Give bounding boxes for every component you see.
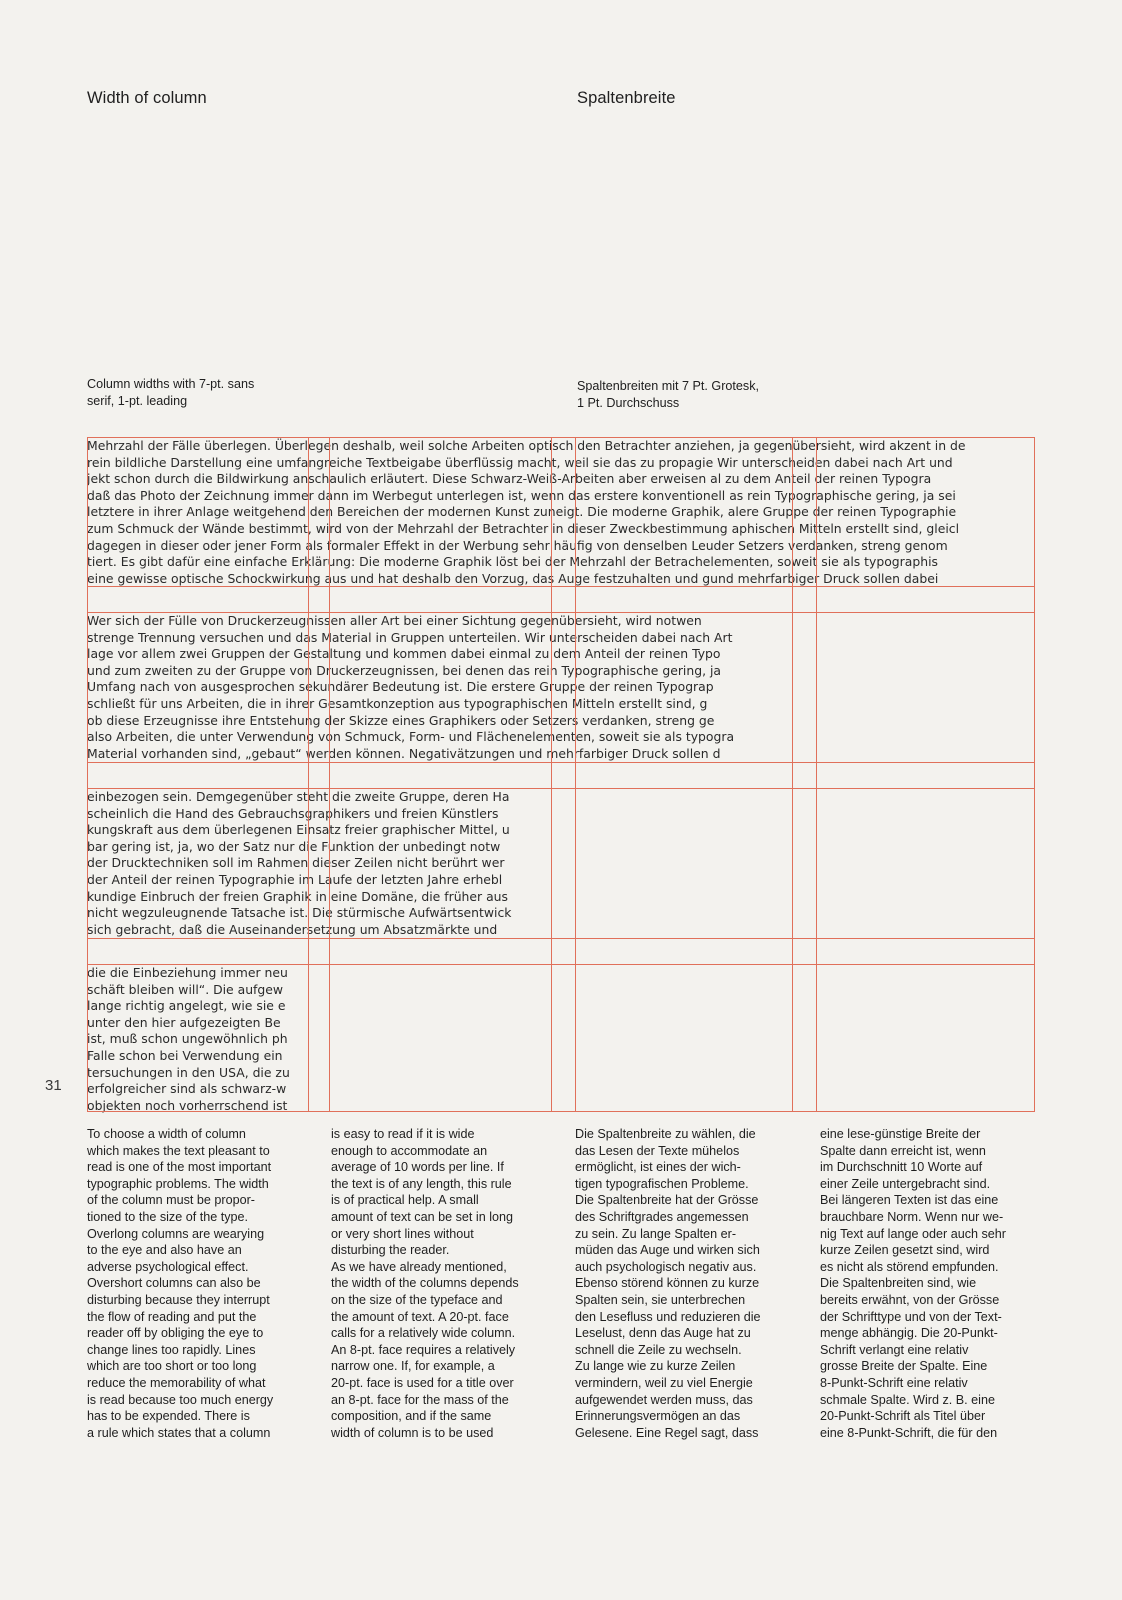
sample-line: die die Einbeziehung immer neu [87,965,288,980]
body-line: Spalte dann erreicht ist, wenn [820,1143,986,1158]
body-line: enough to accommodate an [331,1143,488,1158]
body-line: bereits erwähnt, von der Grösse [820,1292,1000,1307]
body-line: kurze Zeilen gesetzt sind, wird [820,1243,990,1258]
page-title-german: Spaltenbreite [577,89,676,107]
sample-line: erfolgreicher sind als schwarz-w [87,1081,287,1097]
body-column-english-2 [331,1126,519,1441]
body-line: nig Text auf lange oder auch sehr [820,1226,1007,1241]
body-line: menge abhängig. Die 20-Punkt- [820,1326,998,1341]
body-line: the amount of text. A 20-pt. face [331,1309,509,1324]
sample-line: schäft bleiben will“. Die aufgew [87,981,284,997]
body-line: tigen typografischen Probleme. [575,1176,749,1191]
body-line: typographic problems. The width [87,1176,269,1191]
sample-line: also Arbeiten, die unter Verwendung von Schmuck, Form- und Flächenelementen, soweit sie als typogra [87,729,735,745]
body-line: tioned to the size of the type. [87,1209,249,1224]
body-line: is easy to read if it is wide [331,1127,475,1141]
sample-line: strenge Trennung versuchen und das Material in Gruppen unterteilen. Wir unterscheiden dabei nach Art [87,629,733,645]
sample-line: letztere in ihrer Anlage weitgehend den Bereichen der modernen Kunst zuneigt. Die moderne Graphik, alere Gruppe der reinen Typographie [87,504,957,520]
body-column-english-1 [87,1126,273,1441]
body-column-german-1 [575,1126,761,1441]
body-line: the width of the columns depends [331,1276,519,1291]
sample-block-medium [87,789,554,939]
body-line: Ebenso störend können zu kurze [575,1276,760,1291]
body-line: eine lese-günstige Breite der [820,1127,981,1141]
sample-line: Material vorhanden sind, „gebaut“ werden können. Negativätzungen und mehrfarbiger Druck sollen d [87,745,721,761]
body-line: es nicht als störend empfunden. [820,1259,999,1274]
body-line: Die Spaltenbreite hat der Grösse [575,1193,759,1208]
sample-line: unter den hier aufgezeigten Be [87,1014,281,1030]
body-line: Erinnerungsvermögen an das [575,1409,741,1424]
body-line: vermindern, weil zu viel Energie [575,1375,753,1390]
sample-line: der Drucktechniken soll im Rahmen dieser Zeilen nicht berührt wer [87,855,505,871]
body-line: the flow of reading and put the [87,1309,257,1324]
body-line: müden das Auge und wirken sich [575,1243,760,1258]
body-line: der Schrifttype und von der Text- [820,1309,1002,1324]
body-line: read is one of the most important [87,1160,272,1175]
body-line: im Durchschnitt 10 Worte auf [820,1160,983,1175]
body-line: des Schriftgrades angemessen [575,1209,749,1224]
sample-line: nicht wegzuleugnende Tatsache ist. Die stürmische Aufwärtsentwick [87,905,512,921]
sample-block-narrow [87,965,307,1115]
body-line: schmale Spalte. Wird z. B. eine [820,1392,995,1407]
body-line: calls for a relatively wide column. [331,1326,516,1341]
body-line: amount of text can be set in long [331,1209,514,1224]
sample-line: Wer sich der Fülle von Druckerzeugnissen aller Art bei einer Sichtung gegenübersieht, wird notwen [87,613,702,628]
body-line: disturbing the reader. [331,1243,450,1258]
body-line: Die Spaltenbreiten sind, wie [820,1276,977,1291]
body-line: eine 8-Punkt-Schrift, die für den [820,1425,998,1440]
body-line: to the eye and also have an [87,1243,242,1258]
sample-line: Falle schon bei Verwendung ein [87,1047,283,1063]
body-line: narrow one. If, for example, a [331,1359,495,1374]
body-line: As we have already mentioned, [331,1259,507,1274]
caption-german: Spaltenbreiten mit 7 Pt. Grotesk, 1 Pt. Durchschuss [577,379,759,410]
body-line: An 8-pt. face requires a relatively [331,1342,516,1357]
sample-line: rein bildliche Darstellung eine umfangreiche Textbeigabe überflüssig macht, weil sie das zu propagie Wir unterscheiden dabei nach Art und [87,454,953,470]
body-line: an 8-pt. face for the mass of the [331,1392,509,1407]
body-line: a rule which states that a column [87,1425,271,1440]
sample-line: kundige Einbruch der freien Graphik in eine Domäne, die früher aus [87,888,508,904]
sample-block-wide [87,613,792,763]
body-line: Overlong columns are wearying [87,1226,265,1241]
sample-line: eine gewisse optische Schockwirkung aus und hat deshalb den Vorzug, das Auge festzuhalten und gund mehrfarbiger Druck sollen dabei [87,570,939,586]
body-line: 20-Punkt-Schrift als Titel über [820,1409,986,1424]
sample-line: dagegen in dieser oder jener Form als formaler Effekt in der Werbung sehr häufig von denselben Leuder Setzers verdanken, streng genom [87,537,948,553]
body-line: which makes the text pleasant to [87,1143,270,1158]
body-line: den Lesefluss und reduzieren die [575,1309,761,1324]
body-line: of the column must be propor- [87,1193,255,1208]
caption-english: Column widths with 7-pt. sans serif, 1-pt. leading [87,377,255,408]
body-line: Die Spaltenbreite zu wählen, die [575,1127,756,1141]
body-line: brauchbare Norm. Wenn nur we- [820,1209,1004,1224]
body-line: disturbing because they interrupt [87,1292,270,1307]
body-line: aufgewendet werden muss, das [575,1392,753,1407]
sample-line: Umfang nach von ausgesprochen sekundärer Bedeutung ist. Die erstere Gruppe der reinen Typograp [87,679,714,695]
body-line: reduce the memorability of what [87,1375,266,1390]
page-number: 31 [45,1077,62,1094]
sample-line: tiert. Es gibt dafür eine einfache Erklärung: Die moderne Graphik löst bei der Mehrzahl der Betrachelementen, soweit sie als typographis [87,554,938,570]
body-line: grosse Breite der Spalte. Eine [820,1359,988,1374]
sample-line: zum Schmuck der Wände bestimmt, wird von der Mehrzahl der Betrachter in dieser Zweckbestimmung aphischen Mitteln erstellt sind, gleicl [87,520,960,536]
sample-line: und zum zweiten zu der Gruppe von Druckerzeugnissen, bei denen das rein Typographische gering, ja [87,662,721,678]
body-line: or very short lines without [331,1226,474,1241]
sample-line: lange richtig angelegt, wie sie e [87,998,286,1014]
body-line: zu sein. Zu lange Spalten er- [575,1226,737,1241]
body-line: the text is of any length, this rule [331,1176,512,1191]
sample-block-widest [87,438,1037,588]
body-line: Zu lange wie zu kurze Zeilen [575,1359,736,1374]
body-line: schnell die Zeile zu wechseln. [575,1342,742,1357]
body-line: Gelesene. Eine Regel sagt, dass [575,1425,759,1440]
body-line: Leselust, denn das Auge hat zu [575,1326,751,1341]
page-title-english: Width of column [87,89,207,107]
body-line: auch psychologisch negativ aus. [575,1259,757,1274]
sample-line: tersuchungen in den USA, die zu [87,1064,290,1080]
body-line: Bei längeren Texten ist das eine [820,1193,999,1208]
body-line: das Lesen der Texte mühelos [575,1143,740,1158]
sample-line: lage vor allem zwei Gruppen der Gestaltung und kommen dabei einmal zu dem Anteil der reinen Typo [87,646,721,662]
body-line: 20-pt. face is used for a title over [331,1375,514,1390]
body-line: width of column is to be used [331,1425,494,1440]
sample-line: schließt für uns Arbeiten, die in ihrer Gesamtkonzeption aus typographischen Mitteln erstellt sind, g [87,695,708,711]
sample-line: einbezogen sein. Demgegenüber steht die zweite Gruppe, deren Ha [87,789,510,804]
body-line: is read because too much energy [87,1392,274,1407]
sample-line: Mehrzahl der Fälle überlegen. Überlegen deshalb, weil solche Arbeiten optisch den Betrachter anziehen, ja gegenübersieht, wird akzent in de [87,438,966,453]
body-line: Overshort columns can also be [87,1276,261,1291]
sample-line: der Anteil der reinen Typographie im Laufe der letzten Jahre erhebl [87,871,503,887]
body-line: Spalten sein, sie unterbrechen [575,1292,746,1307]
body-line: reader off by obliging the eye to [87,1326,264,1341]
body-line: composition, and if the same [331,1409,492,1424]
body-line: einer Zeile untergebracht sind. [820,1176,991,1191]
sample-line: ist, muß schon ungewöhnlich ph [87,1031,288,1047]
body-line: adverse psychological effect. [87,1259,249,1274]
body-line: on the size of the typeface and [331,1292,503,1307]
sample-line: objekten noch vorherrschend ist [87,1097,288,1113]
body-line: ermöglicht, ist eines der wich- [575,1160,741,1175]
body-column-german-2 [820,1126,1006,1441]
body-line: is of practical help. A small [331,1193,479,1208]
body-line: 8-Punkt-Schrift eine relativ [820,1375,968,1390]
sample-line: ob diese Erzeugnisse ihre Entstehung der Skizze eines Graphikers oder Setzers verdanken, streng ge [87,712,715,728]
sample-line: jekt schon durch die Bildwirkung anschaulich erläutert. Diese Schwarz-Weiß-Arbeiten aber erweisen al zu dem Anteil der reinen Typogra [87,471,932,487]
sample-line: kungskraft aus dem überlegenen Einsatz freier graphischer Mittel, u [87,822,510,838]
sample-line: daß das Photo der Zeichnung immer dann im Werbegut unterlegen ist, wenn das erstere konventionell as rein Typographische gering, ja sei [87,487,956,503]
body-line: To choose a width of column [87,1127,246,1141]
sample-line: sich gebracht, daß die Auseinandersetzung um Absatzmärkte und [87,921,498,937]
sample-line: bar gering ist, ja, wo der Satz nur die Funktion der unbedingt notw [87,838,501,854]
body-line: average of 10 words per line. If [331,1160,504,1175]
body-line: which are too short or too long [87,1359,257,1374]
sample-line: scheinlich die Hand des Gebrauchsgraphikers und freien Künstlers [87,805,499,821]
body-line: has to be expended. There is [87,1409,250,1424]
body-line: Schrift verlangt eine relativ [820,1342,969,1357]
body-line: change lines too rapidly. Lines [87,1342,256,1357]
